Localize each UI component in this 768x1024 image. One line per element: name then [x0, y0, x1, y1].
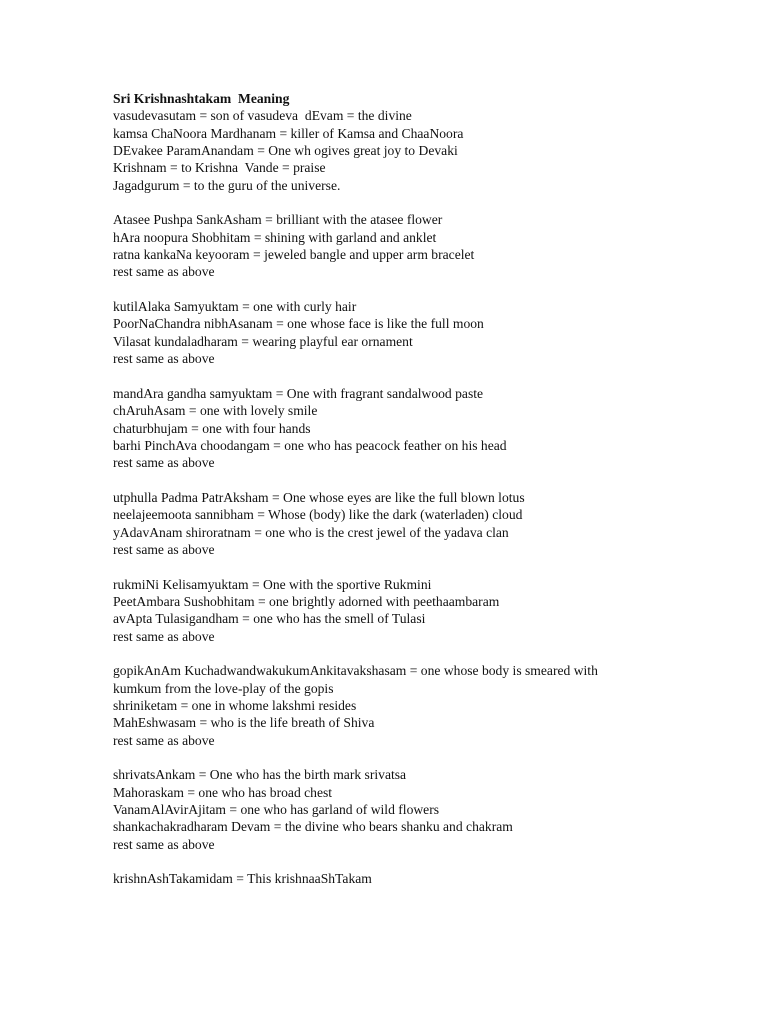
text-line: rest same as above — [113, 455, 215, 471]
stanza — [113, 298, 733, 367]
stanza — [113, 107, 733, 194]
text-line: krishnAshTakamidam = This krishnaaShTakam — [113, 871, 372, 887]
text-line: shriniketam = one in whome lakshmi resides — [113, 698, 357, 714]
text-line: rest same as above — [113, 628, 215, 644]
text-line: kamsa ChaNoora Mardhanam = killer of Kamsa and ChaaNoora — [113, 125, 464, 141]
text-line: DEvakee ParamAnandam = One wh ogives great joy to Devaki — [113, 143, 458, 159]
stanza — [113, 870, 733, 887]
text-line: rest same as above — [113, 836, 215, 852]
stanza — [113, 211, 733, 280]
text-line: rest same as above — [113, 351, 215, 367]
text-line: rest same as above — [113, 264, 215, 280]
text-line: utphulla Padma PatrAksham = One whose eyes are like the full blown lotus — [113, 489, 525, 505]
text-line: kutilAlaka Samyuktam = one with curly hair — [113, 299, 357, 315]
text-line: Atasee Pushpa SankAsham = brilliant with the atasee flower — [113, 212, 443, 228]
stanza — [113, 576, 733, 645]
text-line: PoorNaChandra nibhAsanam = one whose face is like the full moon — [113, 316, 484, 332]
text-line: MahEshwasam = who is the life breath of Shiva — [113, 715, 375, 731]
text-line: vasudevasutam = son of vasudeva dEvam = the divine — [113, 108, 412, 124]
text-line: chAruhAsam = one with lovely smile — [113, 403, 318, 419]
text-line: yAdavAnam shiroratnam = one who is the crest jewel of the yadava clan — [113, 524, 509, 540]
stanza — [113, 766, 733, 853]
text-line: Mahoraskam = one who has broad chest — [113, 784, 333, 800]
text-line: shankachakradharam Devam = the divine who bears shanku and chakram — [113, 819, 513, 835]
text-line: kumkum from the love-play of the gopis — [113, 680, 334, 696]
text-line: avApta Tulasigandham = one who has the smell of Tulasi — [113, 611, 426, 627]
text-line: Krishnam = to Krishna Vande = praise — [113, 160, 326, 176]
text-line: VanamAlAvirAjitam = one who has garland of wild flowers — [113, 802, 440, 818]
stanza — [113, 662, 733, 749]
document-body — [113, 90, 733, 905]
text-line: rest same as above — [113, 732, 215, 748]
text-line: ratna kankaNa keyooram = jeweled bangle and upper arm bracelet — [113, 247, 475, 263]
text-line: Vilasat kundaladharam = wearing playful ear ornament — [113, 333, 413, 349]
text-line: rukmiNi Kelisamyuktam = One with the sportive Rukmini — [113, 576, 432, 592]
text-line: barhi PinchAva choodangam = one who has peacock feather on his head — [113, 437, 507, 453]
text-line: shrivatsAnkam = One who has the birth mark srivatsa — [113, 767, 407, 783]
stanza — [113, 489, 733, 558]
text-line: neelajeemoota sannibham = Whose (body) like the dark (waterladen) cloud — [113, 507, 523, 523]
text-line: rest same as above — [113, 541, 215, 557]
text-line: PeetAmbara Sushobhitam = one brightly adorned with peethaambaram — [113, 593, 500, 609]
text-line: mandAra gandha samyuktam = One with fragrant sandalwood paste — [113, 385, 484, 401]
text-line: hAra noopura Shobhitam = shining with garland and anklet — [113, 229, 437, 245]
text-line: chaturbhujam = one with four hands — [113, 420, 311, 436]
stanza-list — [113, 107, 733, 887]
document-title: Sri Krishnashtakam Meaning — [113, 91, 290, 106]
text-line: Jagadgurum = to the guru of the universe. — [113, 177, 341, 193]
stanza — [113, 385, 733, 472]
text-line: gopikAnAm KuchadwandwakukumAnkitavakshasam = one whose body is smeared with — [113, 663, 598, 679]
